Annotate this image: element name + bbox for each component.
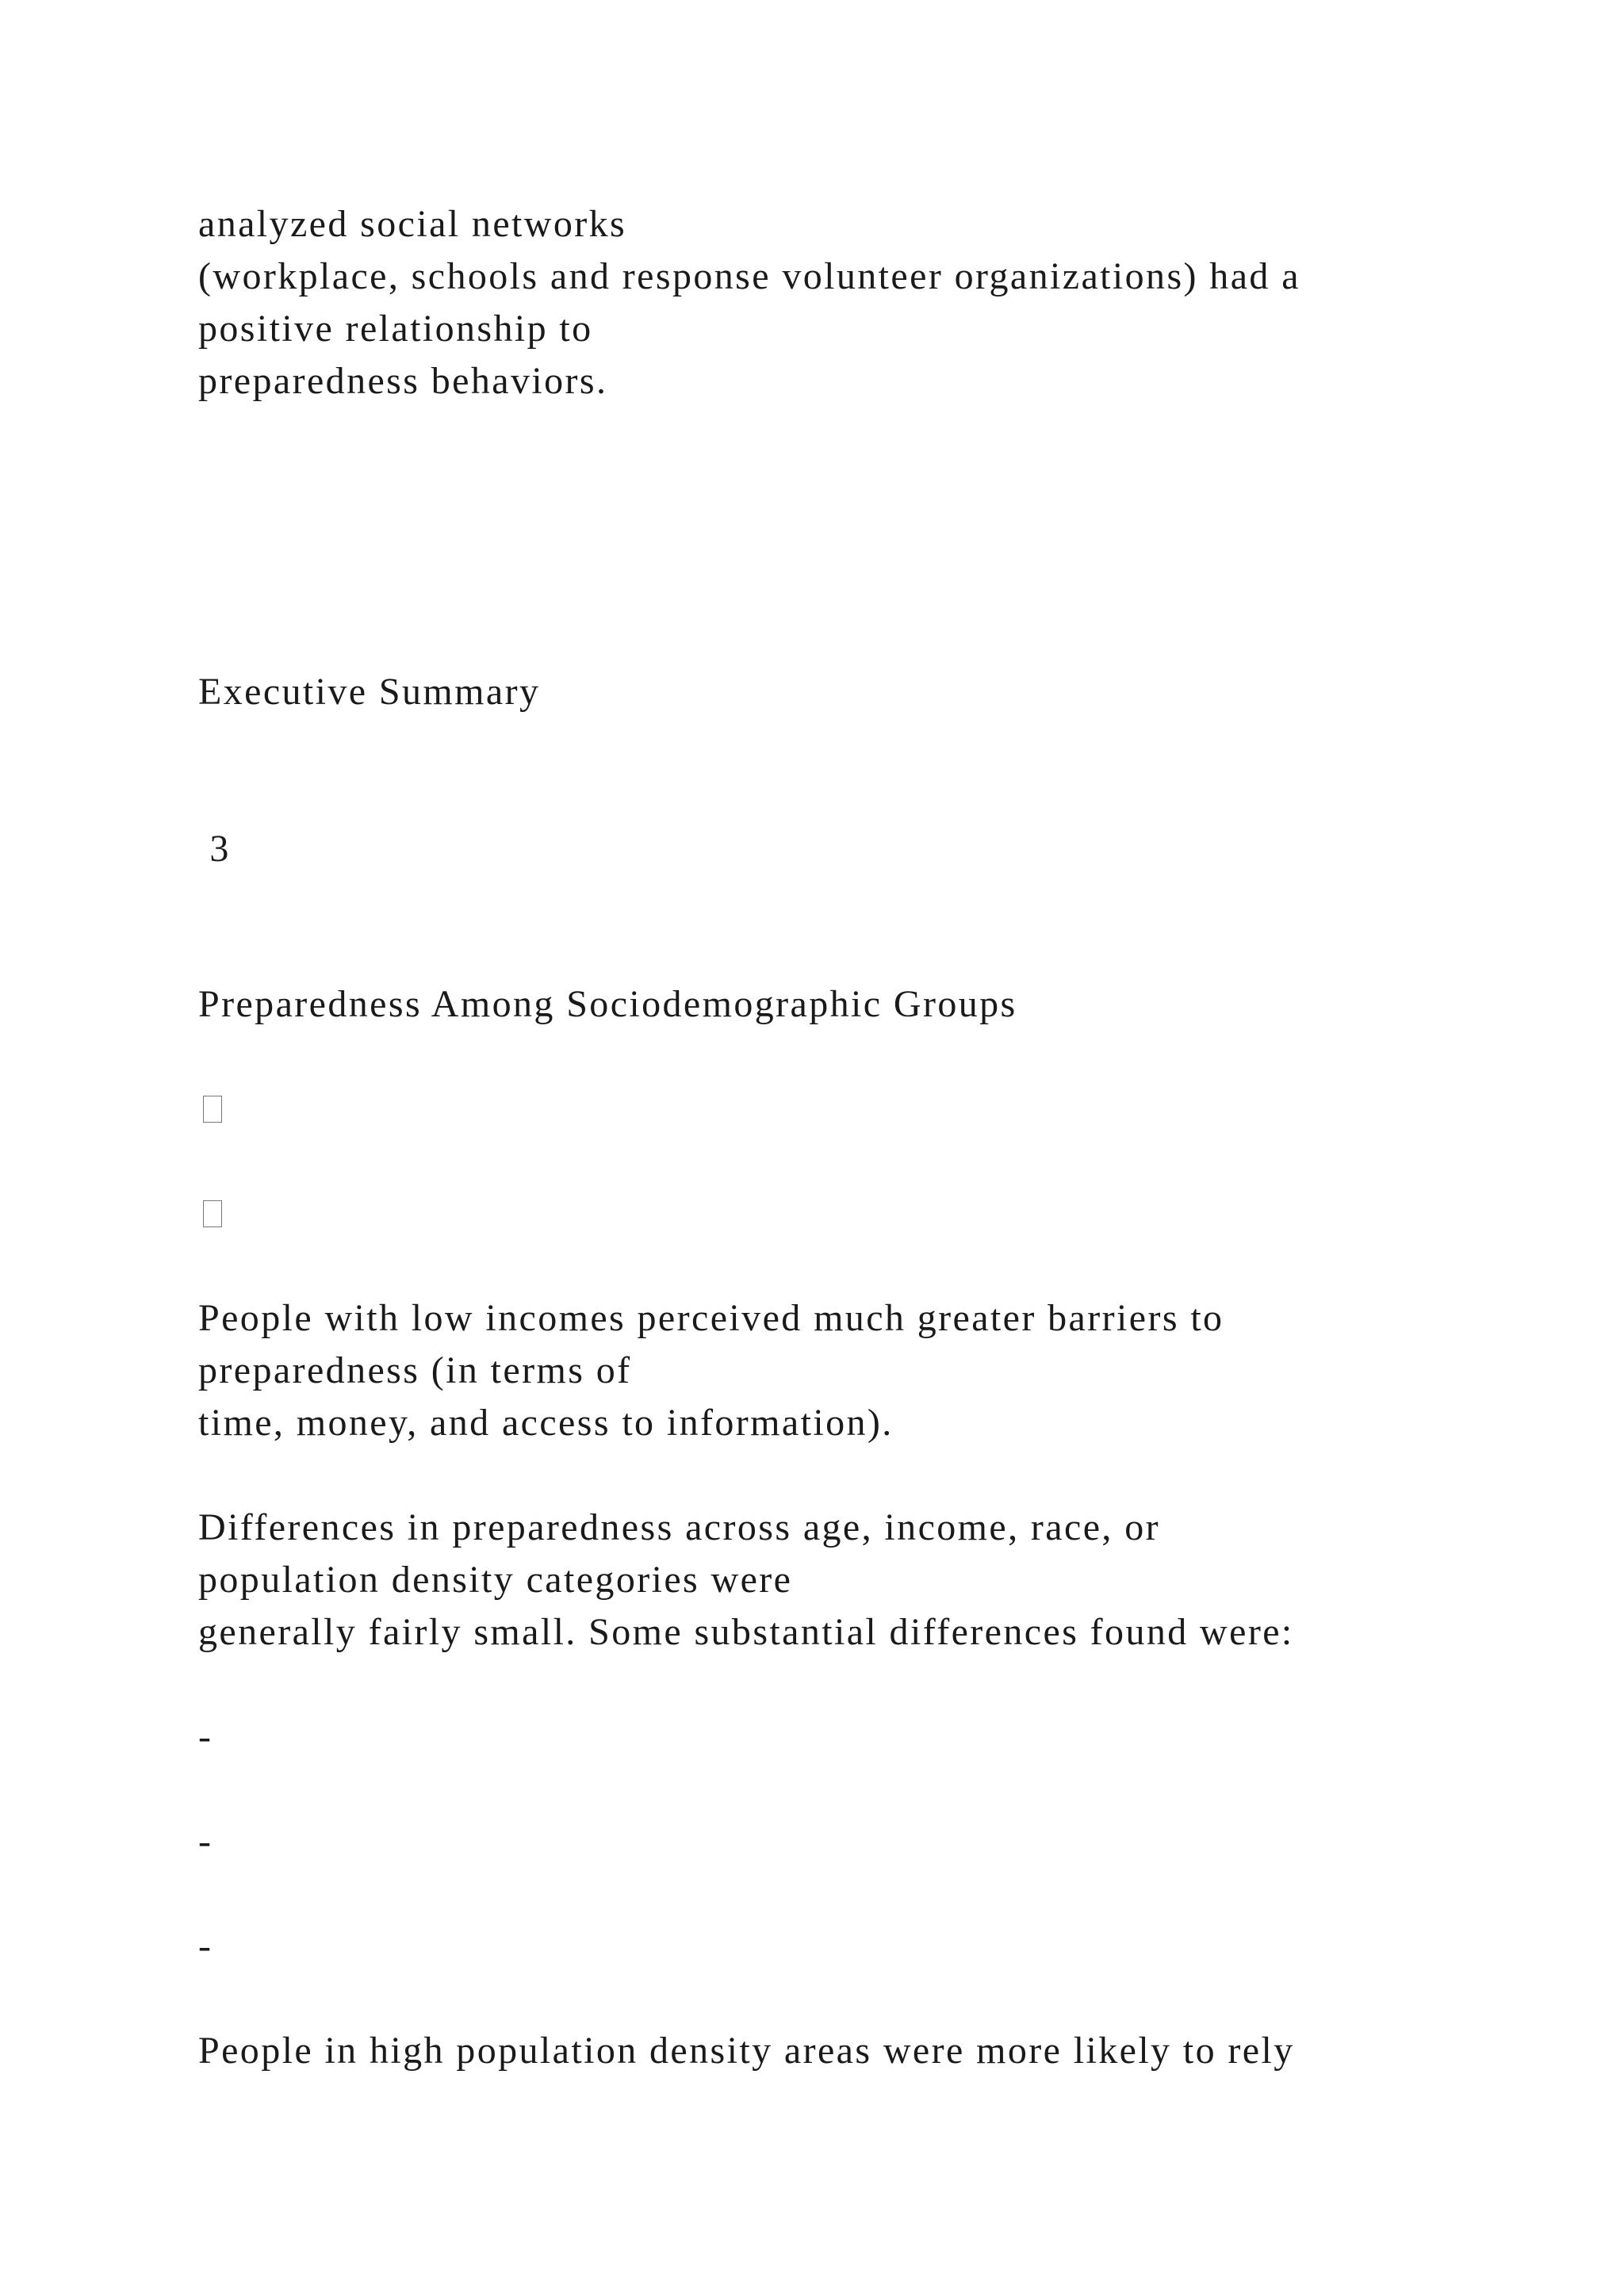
intro-line-2: (workplace, schools and response volunteer organizations) had a	[198, 255, 1300, 297]
list-dash: -	[198, 1925, 213, 1967]
footer-title: Executive Summary	[198, 671, 541, 713]
paragraph-2-line-3: generally fairly small. Some substantial differences found were:	[198, 1611, 1294, 1653]
paragraph-1-line-3: time, money, and access to information).	[198, 1402, 894, 1444]
paragraph-1-line-2: preparedness (in terms of	[198, 1349, 632, 1391]
intro-line-4: preparedness behaviors.	[198, 360, 608, 402]
page-number: 3	[198, 828, 231, 870]
list-dash: -	[198, 1820, 213, 1862]
missing-glyph-icon	[203, 1200, 222, 1227]
paragraph-2-line-1: Differences in preparedness across age, income, race, or	[198, 1506, 1160, 1548]
intro-line-3: positive relationship to	[198, 308, 593, 350]
paragraph-1-line-1: People with low incomes perceived much greater barriers to	[198, 1297, 1224, 1339]
intro-line-1: analyzed social networks	[198, 203, 627, 245]
missing-glyph-icon	[203, 1096, 222, 1123]
final-line: People in high population density areas were more likely to rely	[198, 2030, 1295, 2072]
paragraph-2-line-2: population density categories were	[198, 1559, 793, 1601]
list-dash: -	[198, 1716, 213, 1758]
section-heading: Preparedness Among Sociodemographic Groups	[198, 983, 1017, 1025]
